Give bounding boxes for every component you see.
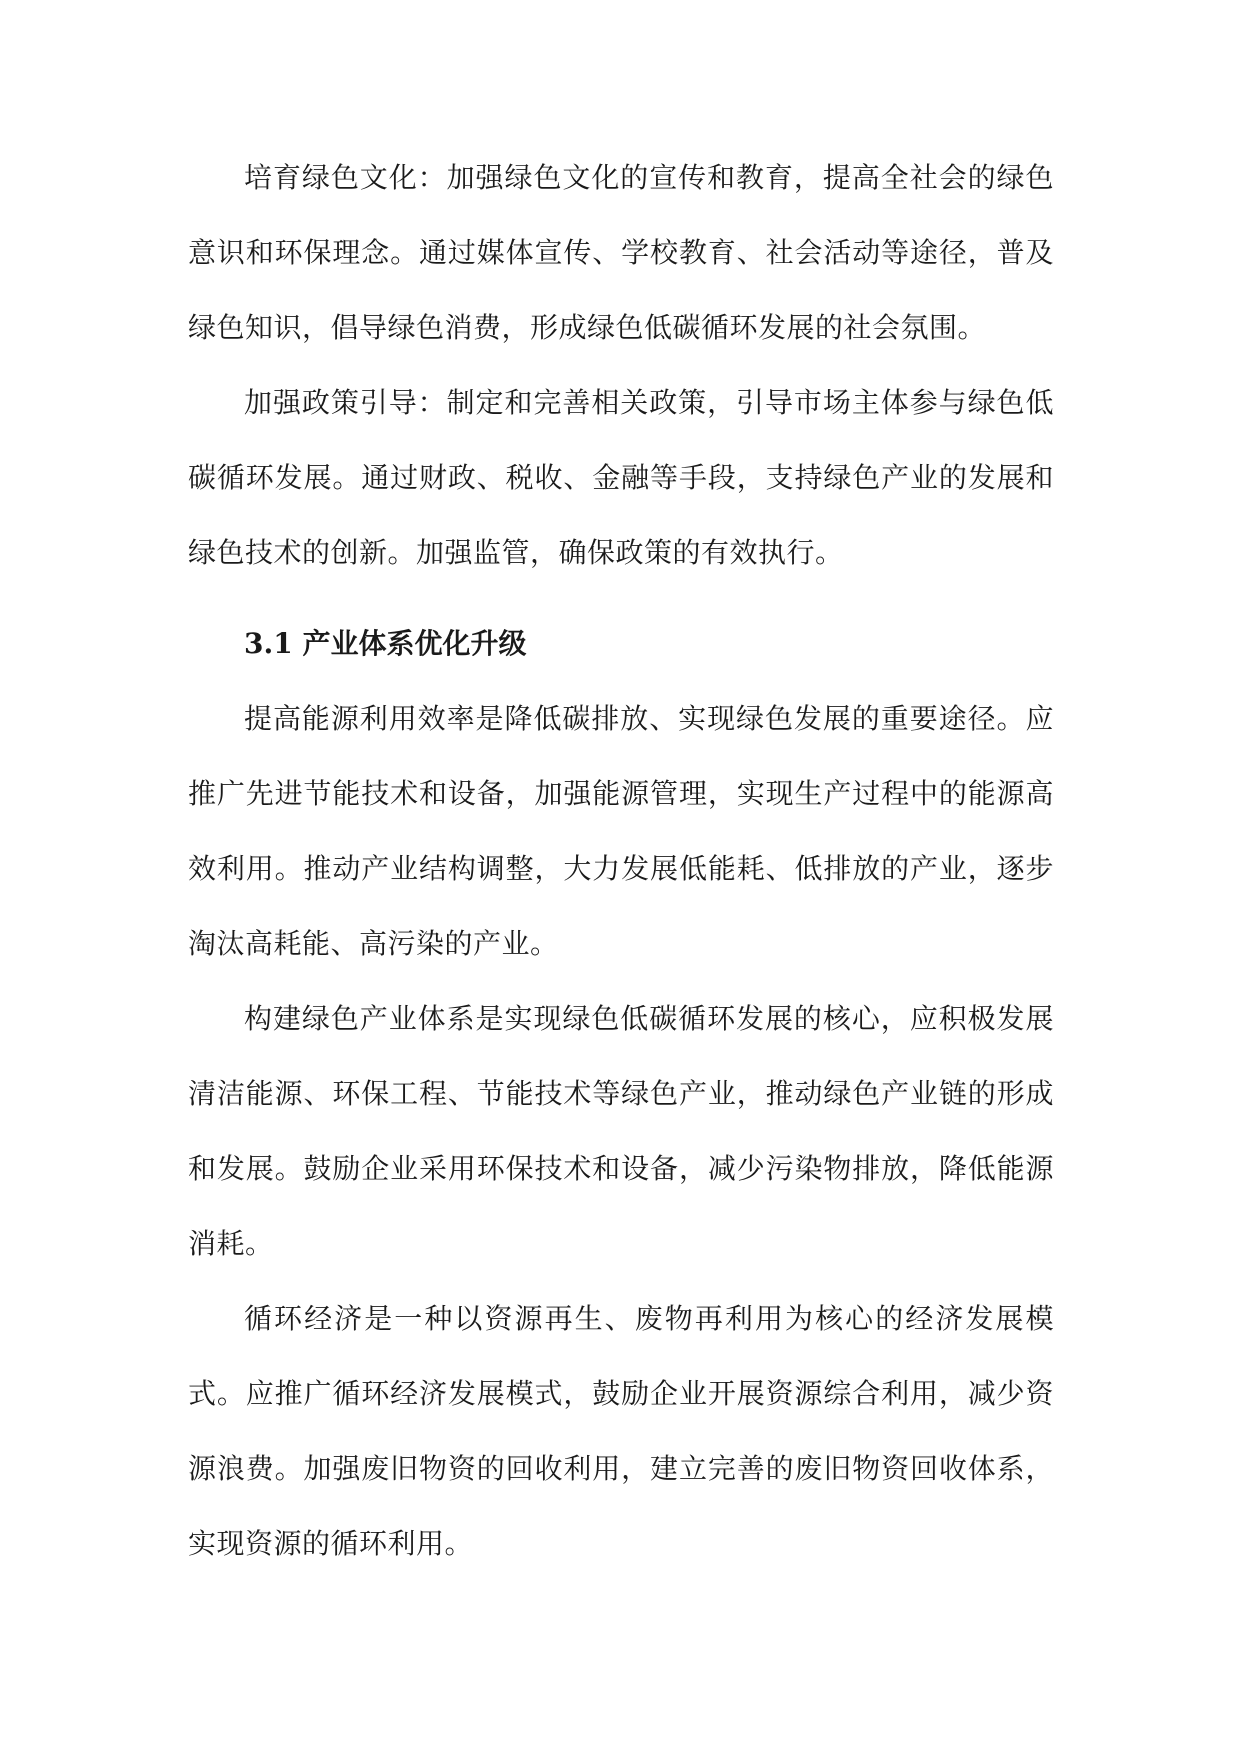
document-body [188, 140, 1054, 1581]
paragraph-policy-guidance: 加强政策引导：制定和完善相关政策，引导市场主体参与绿色低碳循环发展。通过财政、税收、金融等手段，支持绿色产业的发展和绿色技术的创新。加强监管，确保政策的有效执行。 [188, 386, 1054, 569]
paragraph-circular-economy: 循环经济是一种以资源再生、废物再利用为核心的经济发展模式。应推广循环经济发展模式，鼓励企业开展资源综合利用，减少资源浪费。加强废旧物资的回收利用，建立完善的废旧物资回收体系，实现资源的循环利用。 [188, 1302, 1054, 1560]
paragraph-energy-efficiency: 提高能源利用效率是降低碳排放、实现绿色发展的重要途径。应推广先进节能技术和设备，加强能源管理，实现生产过程中的能源高效利用。推动产业结构调整，大力发展低能耗、低排放的产业，逐步淘汰高耗能、高污染的产业。 [188, 702, 1054, 960]
section-spacer [188, 590, 1054, 606]
section-heading: 3.1 产业体系优化升级 [244, 627, 527, 660]
paragraph-green-industry: 构建绿色产业体系是实现绿色低碳循环发展的核心，应积极发展清洁能源、环保工程、节能技术等绿色产业，推动绿色产业链的形成和发展。鼓励企业采用环保技术和设备，减少污染物排放，降低能源消耗。 [188, 1002, 1054, 1260]
paragraph-green-culture: 培育绿色文化：加强绿色文化的宣传和教育，提高全社会的绿色意识和环保理念。通过媒体宣传、学校教育、社会活动等途径，普及绿色知识，倡导绿色消费，形成绿色低碳循环发展的社会氛围。 [188, 161, 1054, 344]
